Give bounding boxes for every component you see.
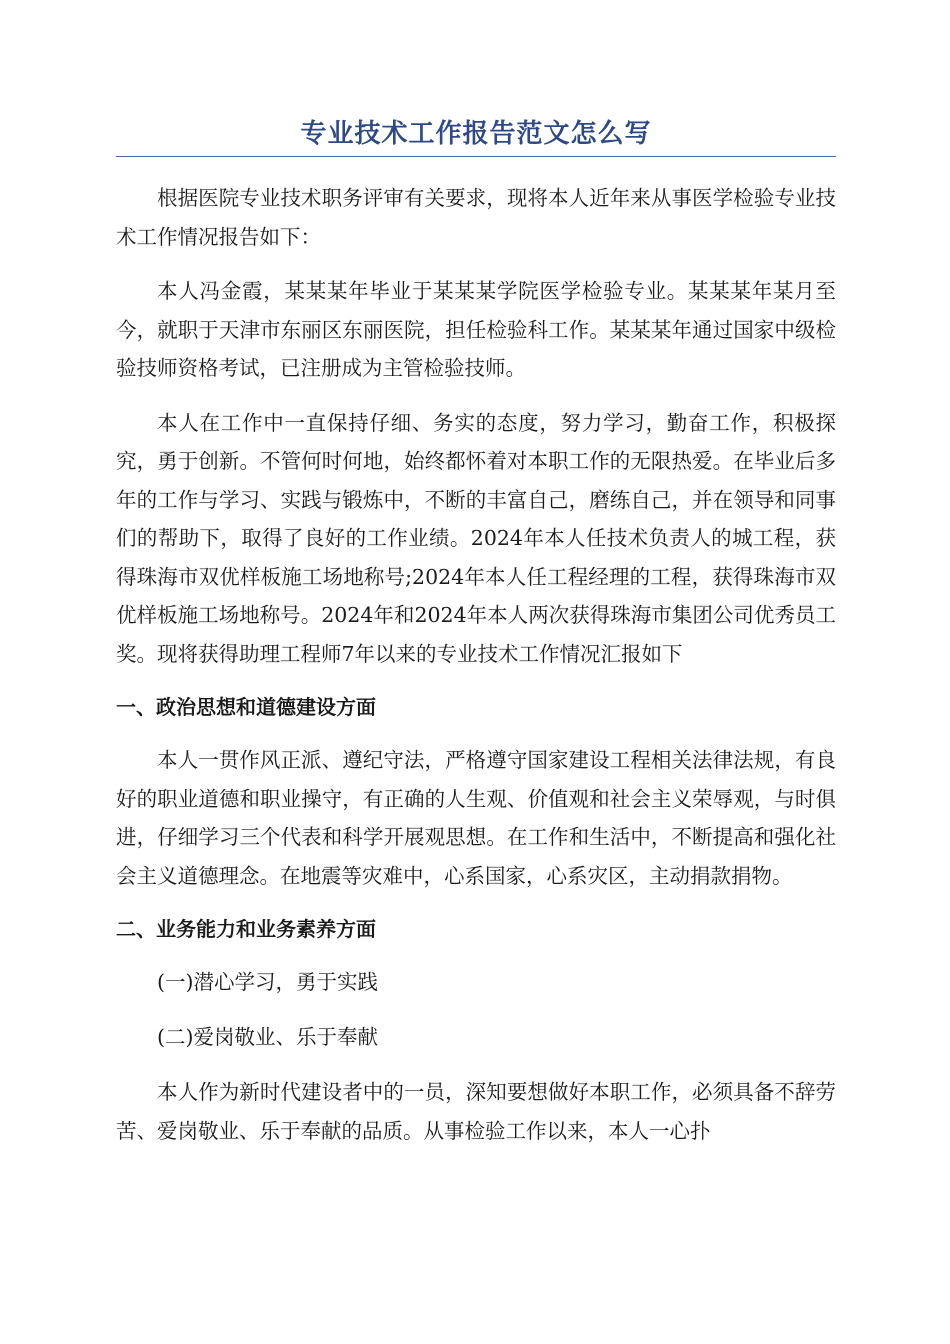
section-heading-political: 一、政治思想和道德建设方面 xyxy=(116,695,376,719)
intro-paragraph: 根据医院专业技术职务评审有关要求，现将本人近年来从事医学检验专业技术工作情况报告如下： xyxy=(116,186,836,249)
personal-info-paragraph: 本人冯金霞，某某某年毕业于某某某学院医学检验专业。某某某年某月至今，就职于天津市东丽区东丽医院，担任检验科工作。某某某年通过国家中级检验技师资格考试，已注册成为主管检验技师。 xyxy=(116,279,836,380)
subsection-study: (一)潜心学习，勇于实践 xyxy=(157,970,378,994)
subsection-dedication: (二)爱岗敬业、乐于奉献 xyxy=(157,1025,378,1049)
political-paragraph: 本人一贯作风正派、遵纪守法，严格遵守国家建设工程相关法律法规，有良好的职业道德和职业操守，有正确的人生观、价值观和社会主义荣辱观，与时俱进，仔细学习三个代表和科学开展观思想。在工作和生活中，不断提高和强化社会主义道德理念。在地震等灾难中，心系国家，心系灾区，主动捐款捐物。 xyxy=(116,748,836,888)
section-heading-business: 二、业务能力和业务素养方面 xyxy=(116,917,376,941)
title-underline xyxy=(116,156,836,157)
document-page xyxy=(116,0,836,1166)
work-attitude-paragraph: 本人在工作中一直保持仔细、务实的态度，努力学习，勤奋工作，积极探究，勇于创新。不管何时何地，始终都怀着对本职工作的无限热爱。在毕业后多年的工作与学习、实践与锻炼中，不断的丰富自己，磨练自己，并在领导和同事们的帮助下，取得了良好的工作业绩。2024年本人任技术负责人的城工程，获得珠海市双优样板施工场地称号;2024年本人任工程经理的工程，获得珠海市双优样板施工场地称号。2024年和2024年本人两次获得珠海市集团公司优秀员工奖。现将获得助理工程师7年以来的专业技术工作情况汇报如下 xyxy=(116,410,836,666)
dedication-paragraph: 本人作为新时代建设者中的一员，深知要想做好本职工作，必须具备不辞劳苦、爱岗敬业、乐于奉献的品质。从事检验工作以来，本人一心扑 xyxy=(116,1080,836,1143)
document-title: 专业技术工作报告范文怎么写 xyxy=(300,119,652,149)
